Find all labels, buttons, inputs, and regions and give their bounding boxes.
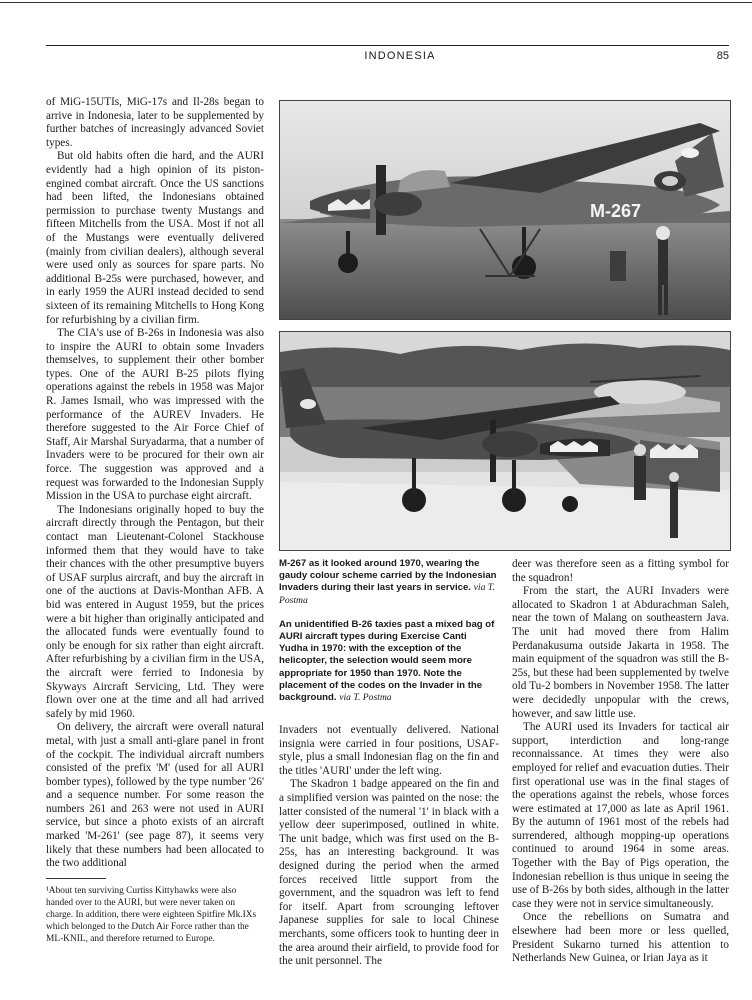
header-rule (46, 45, 729, 46)
paragraph: Once the rebellions on Sumatra and elsewhere had been more or less quelled, President Sukarno turned his attention to Netherlands New Guinea, or Irian Jaya as it (512, 911, 729, 965)
text-column-2 (279, 724, 499, 969)
caption-text: An unidentified B-26 taxies past a mixed bag of AURI aircraft types during Exercise Canti Yudha in 1970: with the exception of the helicopter, the selection would seem more appropriate for 1950 than 1970. Note the placement of the codes on the Invader in the background. (279, 618, 495, 704)
caption-text: M-267 as it looked around 1970, wearing the gaudy colour scheme carried by the Indonesian Invaders during their last years in service. (279, 558, 497, 594)
paragraph: From the start, the AURI Invaders were allocated to Skadron 1 at Abdurachman Saleh, near the town of Malang on southeastern Java. The unit had moved there from Halim Perdanakusuma outside Jakarta in 1958. The main equipment of the squadron was still the B-25s, but these had been supplemented by twelve old Tu-2 bombers in November 1958. The latter were decidedly unpopular with the crews, however, and saw little use. (512, 585, 729, 720)
photo-caption-1 (279, 558, 497, 607)
paragraph: The Indonesians originally hoped to buy the aircraft directly through the Pentagon, but their contact man Lieutenant-Colonel Stackhouse informed them that they would have to take their chances with the other presumptive buyers of USAF surplus aircraft, and buy the aircraft in one of the auctions at Davis-Monthan AFB. A bid was entered in August 1959, but the prices were a bit higher than originally anticipated and the allocated funds were eventually found to only be enough for six rather than eight aircraft. After refurbishing by a civilian firm in the USA, the aircraft were ferried to Indonesia by Skyways Aircraft Servicing, Ltd. They were flown over one at the time and all had arrived safely by mid 1960. (46, 503, 264, 720)
paragraph: The Skadron 1 badge appeared on the fin and a simplified version was painted on the nose: the latter consisted of the numeral '1' in black with a yellow deer superimposed, outlined in white. The unit badge, which was first used on the B-25s, has an interesting background. It was designed during the period when the armed forces received little support from the government, and the squadron was left to fend for itself. Apart from scrounging leftover Japanese supplies for sale to local Chinese merchants, some officers took to hunting deer in the area around their airfield, to provide food for the unit personnel. The (279, 778, 499, 968)
paragraph: deer was therefore seen as a fitting symbol for the squadron! (512, 558, 729, 584)
page-top-rule (0, 2, 752, 3)
paragraph: of MiG-15UTIs, MiG-17s and Il-28s began to arrive in Indonesia, later to be supplemented by further batches of increasingly advanced Soviet types. (46, 96, 264, 149)
photo-b26-taxiing-exercise (279, 331, 731, 551)
paragraph: The AURI used its Invaders for tactical air support, interdiction and long-range reconnaissance. At times they were also employed for relief and evacuation duties. Their first operational use was in the final stages of the operations against the rebels, whose forces were estimated at 17,000 as late as April 1961. By the autumn of 1961 most of the rebels had surrendered, although mopping-up operations continued to around 1964 in some areas. Together with the Bay of Pigs operation, the Indonesian rebellion is thus unique in seeing the use of B-26s by both sides, although in the latter case they were not in service simultaneously. (512, 721, 729, 910)
footnote-text: ¹About ten surviving Curtiss Kittyhawks were also handed over to the AURI, but were never taken on charge. In addition, there were eighteen Spitfire Mk.IXs which belonged to the Dutch Air Force rather than the ML-KNIL, and therefore returned to Europe. (46, 886, 257, 945)
paragraph: The CIA's use of B-26s in Indonesia was also to inspire the AURI to obtain some Invaders themselves, to supplement their other bomber types. One of the AURI B-25 pilots flying operations against the rebels in 1958 was Major R. James Ismail, who was impressed with the performance of the AUREV Invaders. He therefore suggested to the Air Force Chief of Staff, Air Marshal Suryadarma, that a number of Invaders were to be procured for their own air force. The suggestion was approved and a request was forwarded to the Indonesian Supply Mission in the USA to purchase eight aircraft. (46, 327, 264, 503)
text-column-1 (46, 96, 264, 871)
paragraph: But old habits often die hard, and the AURI evidently had a high opinion of its piston-engined combat aircraft. Once the US sanctions had been lifted, the Indonesians obtained permission to purchase twenty Mustangs and fifteen Mitchells from the USA. Most if not all of the Mustangs were eventually delivered (mainly from civilian dealers), although several were used only as sources for spare parts. No additional B-25s were purchased, however, and in early 1959 the AURI instead decided to send sixteen of its remaining Mitchells to Hong Kong for refurbishing by a civilian firm. (46, 150, 264, 326)
photo-b26-m267-parked (279, 100, 731, 320)
paragraph: Invaders not eventually delivered. National insignia were carried in four positions, USAF-style, plus a small Indonesian flag on the fin and the titles 'AURI' under the left wing. (279, 724, 499, 777)
footnote (46, 885, 261, 945)
footnote-rule (46, 878, 106, 879)
caption-credit: via T. Postma (279, 582, 495, 606)
photo-captions (279, 558, 497, 716)
page-number: 85 (716, 50, 729, 62)
caption-credit: via T. Postma (339, 692, 392, 704)
photo-b26-m267-image (280, 101, 730, 319)
photo-b26-taxiing-image (280, 332, 730, 550)
photo-caption-2 (279, 619, 497, 704)
paragraph: On delivery, the aircraft were overall natural metal, with just a small anti-glare panel in front of the cockpit. The individual aircraft numbers consisted of the prefix 'M' (used for all AURI bomber types), followed by the type number '26' and a sequence number. For some reason the numbers 261 and 263 were not used in AURI service, but since a photo exists of an aircraft marked 'M-261' (see page 87), it seems very likely that these numbers had been allocated to the two additional (46, 721, 264, 870)
running-title: INDONESIA (364, 50, 436, 62)
aircraft-code-label: M-267 (590, 201, 642, 221)
text-column-3 (512, 558, 729, 966)
